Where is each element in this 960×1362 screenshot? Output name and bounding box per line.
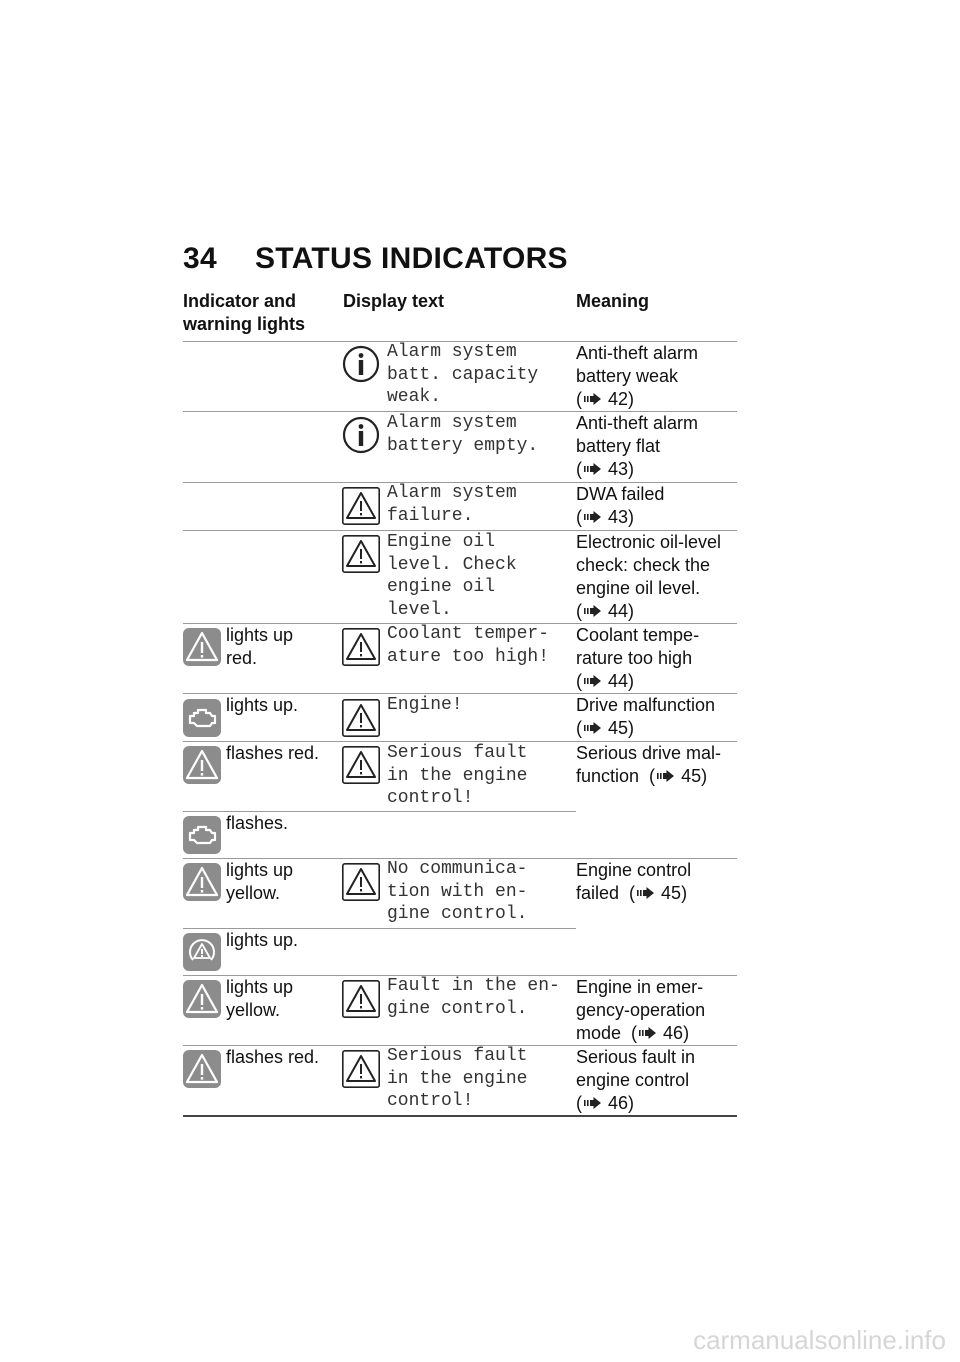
general-warning-light-icon — [183, 980, 221, 1018]
arrow-right-icon — [584, 511, 602, 523]
warning-triangle-icon — [342, 487, 380, 525]
arrow-right-icon — [584, 722, 602, 734]
engine-warning-light-icon — [183, 699, 221, 737]
display-text: Fault in the en- gine control. — [387, 976, 560, 1019]
page-heading — [183, 242, 568, 276]
page-reference[interactable]: ( 43) — [576, 459, 635, 479]
table-bottom-rule — [183, 1115, 737, 1117]
warning-triangle-icon — [342, 1050, 380, 1088]
header-display-text: Display text — [343, 291, 445, 311]
page-reference[interactable]: ( 45) — [576, 718, 635, 738]
page-reference[interactable]: ( 46) — [576, 1093, 635, 1113]
info-icon — [342, 345, 380, 383]
indicator-text: lights up. — [226, 695, 299, 715]
indicator-text: flashes red. — [226, 743, 320, 763]
page-reference[interactable]: ( 44) — [576, 601, 635, 621]
display-text: Engine oil level. Check engine oil level. — [387, 532, 517, 620]
arrow-right-icon — [637, 887, 655, 899]
meaning-text: Engine in emer- gency-operation mode ( 46) — [576, 977, 706, 1043]
indicator-text: flashes red. — [226, 1047, 320, 1067]
meaning-text: Serious drive mal- function ( 45) — [576, 743, 722, 786]
header-indicator: Indicator and warning lights — [183, 291, 306, 334]
indicator-text: lights up red. — [226, 625, 294, 668]
display-text: Engine! — [387, 695, 463, 715]
header-meaning: Meaning — [576, 291, 650, 311]
general-warning-light-icon — [183, 628, 221, 666]
meaning-text: Serious fault in engine control ( 46) — [576, 1047, 696, 1113]
arrow-right-icon — [657, 770, 675, 782]
meaning-text: Anti-theft alarm battery weak ( 42) — [576, 343, 699, 409]
display-text: Serious fault in the engine control! — [387, 743, 528, 808]
display-text: Serious fault in the engine control! — [387, 1046, 528, 1111]
warning-triangle-icon — [342, 535, 380, 573]
meaning-text: Anti-theft alarm battery flat ( 43) — [576, 413, 699, 479]
arrow-right-icon — [584, 463, 602, 475]
info-icon — [342, 416, 380, 454]
display-text: Alarm system battery empty. — [387, 413, 539, 456]
page-reference[interactable]: ( 43) — [576, 507, 635, 527]
indicator-text: lights up. — [226, 930, 299, 950]
warning-triangle-icon — [342, 746, 380, 784]
indicator-text: lights up yellow. — [226, 977, 294, 1020]
warning-triangle-icon — [342, 863, 380, 901]
page-reference[interactable]: ( 44) — [576, 671, 635, 691]
meaning-text: Engine control failed ( 45) — [576, 860, 692, 903]
arrow-right-icon — [639, 1027, 657, 1039]
meaning-text: DWA failed ( 43) — [576, 484, 665, 527]
page-number: 34 — [183, 242, 217, 275]
general-warning-light-icon — [183, 863, 221, 901]
watermark: carmanualsonline.info — [693, 1325, 946, 1355]
arrow-right-icon — [584, 675, 602, 687]
page-reference[interactable]: function ( 45) — [576, 766, 708, 786]
display-text: Alarm system batt. capacity weak. — [387, 342, 539, 407]
page-reference[interactable]: failed ( 45) — [576, 883, 688, 903]
page-title: STATUS INDICATORS — [254, 242, 568, 275]
arrow-right-icon — [584, 393, 602, 405]
engine-warning-light-icon — [183, 816, 221, 854]
emergency-mode-light-icon — [183, 933, 221, 971]
general-warning-light-icon — [183, 746, 221, 784]
arrow-right-icon — [584, 605, 602, 617]
warning-triangle-icon — [342, 980, 380, 1018]
indicator-text: flashes. — [226, 813, 289, 833]
page-reference[interactable]: ( 42) — [576, 389, 635, 409]
indicator-text: lights up yellow. — [226, 860, 294, 903]
warning-triangle-icon — [342, 628, 380, 666]
display-text: Alarm system failure. — [387, 483, 517, 526]
display-text: Coolant temper- ature too high! — [387, 624, 550, 667]
meaning-text: Electronic oil-level check: check the engine oil level. ( 44) — [576, 532, 722, 621]
warning-triangle-icon — [342, 699, 380, 737]
general-warning-light-icon — [183, 1050, 221, 1088]
display-text: No communica- tion with en- gine control. — [387, 859, 528, 924]
meaning-text: Drive malfunction ( 45) — [576, 695, 716, 738]
page-reference[interactable]: mode ( 46) — [576, 1023, 690, 1043]
meaning-text: Coolant tempe- rature too high ( 44) — [576, 625, 700, 691]
arrow-right-icon — [584, 1097, 602, 1109]
